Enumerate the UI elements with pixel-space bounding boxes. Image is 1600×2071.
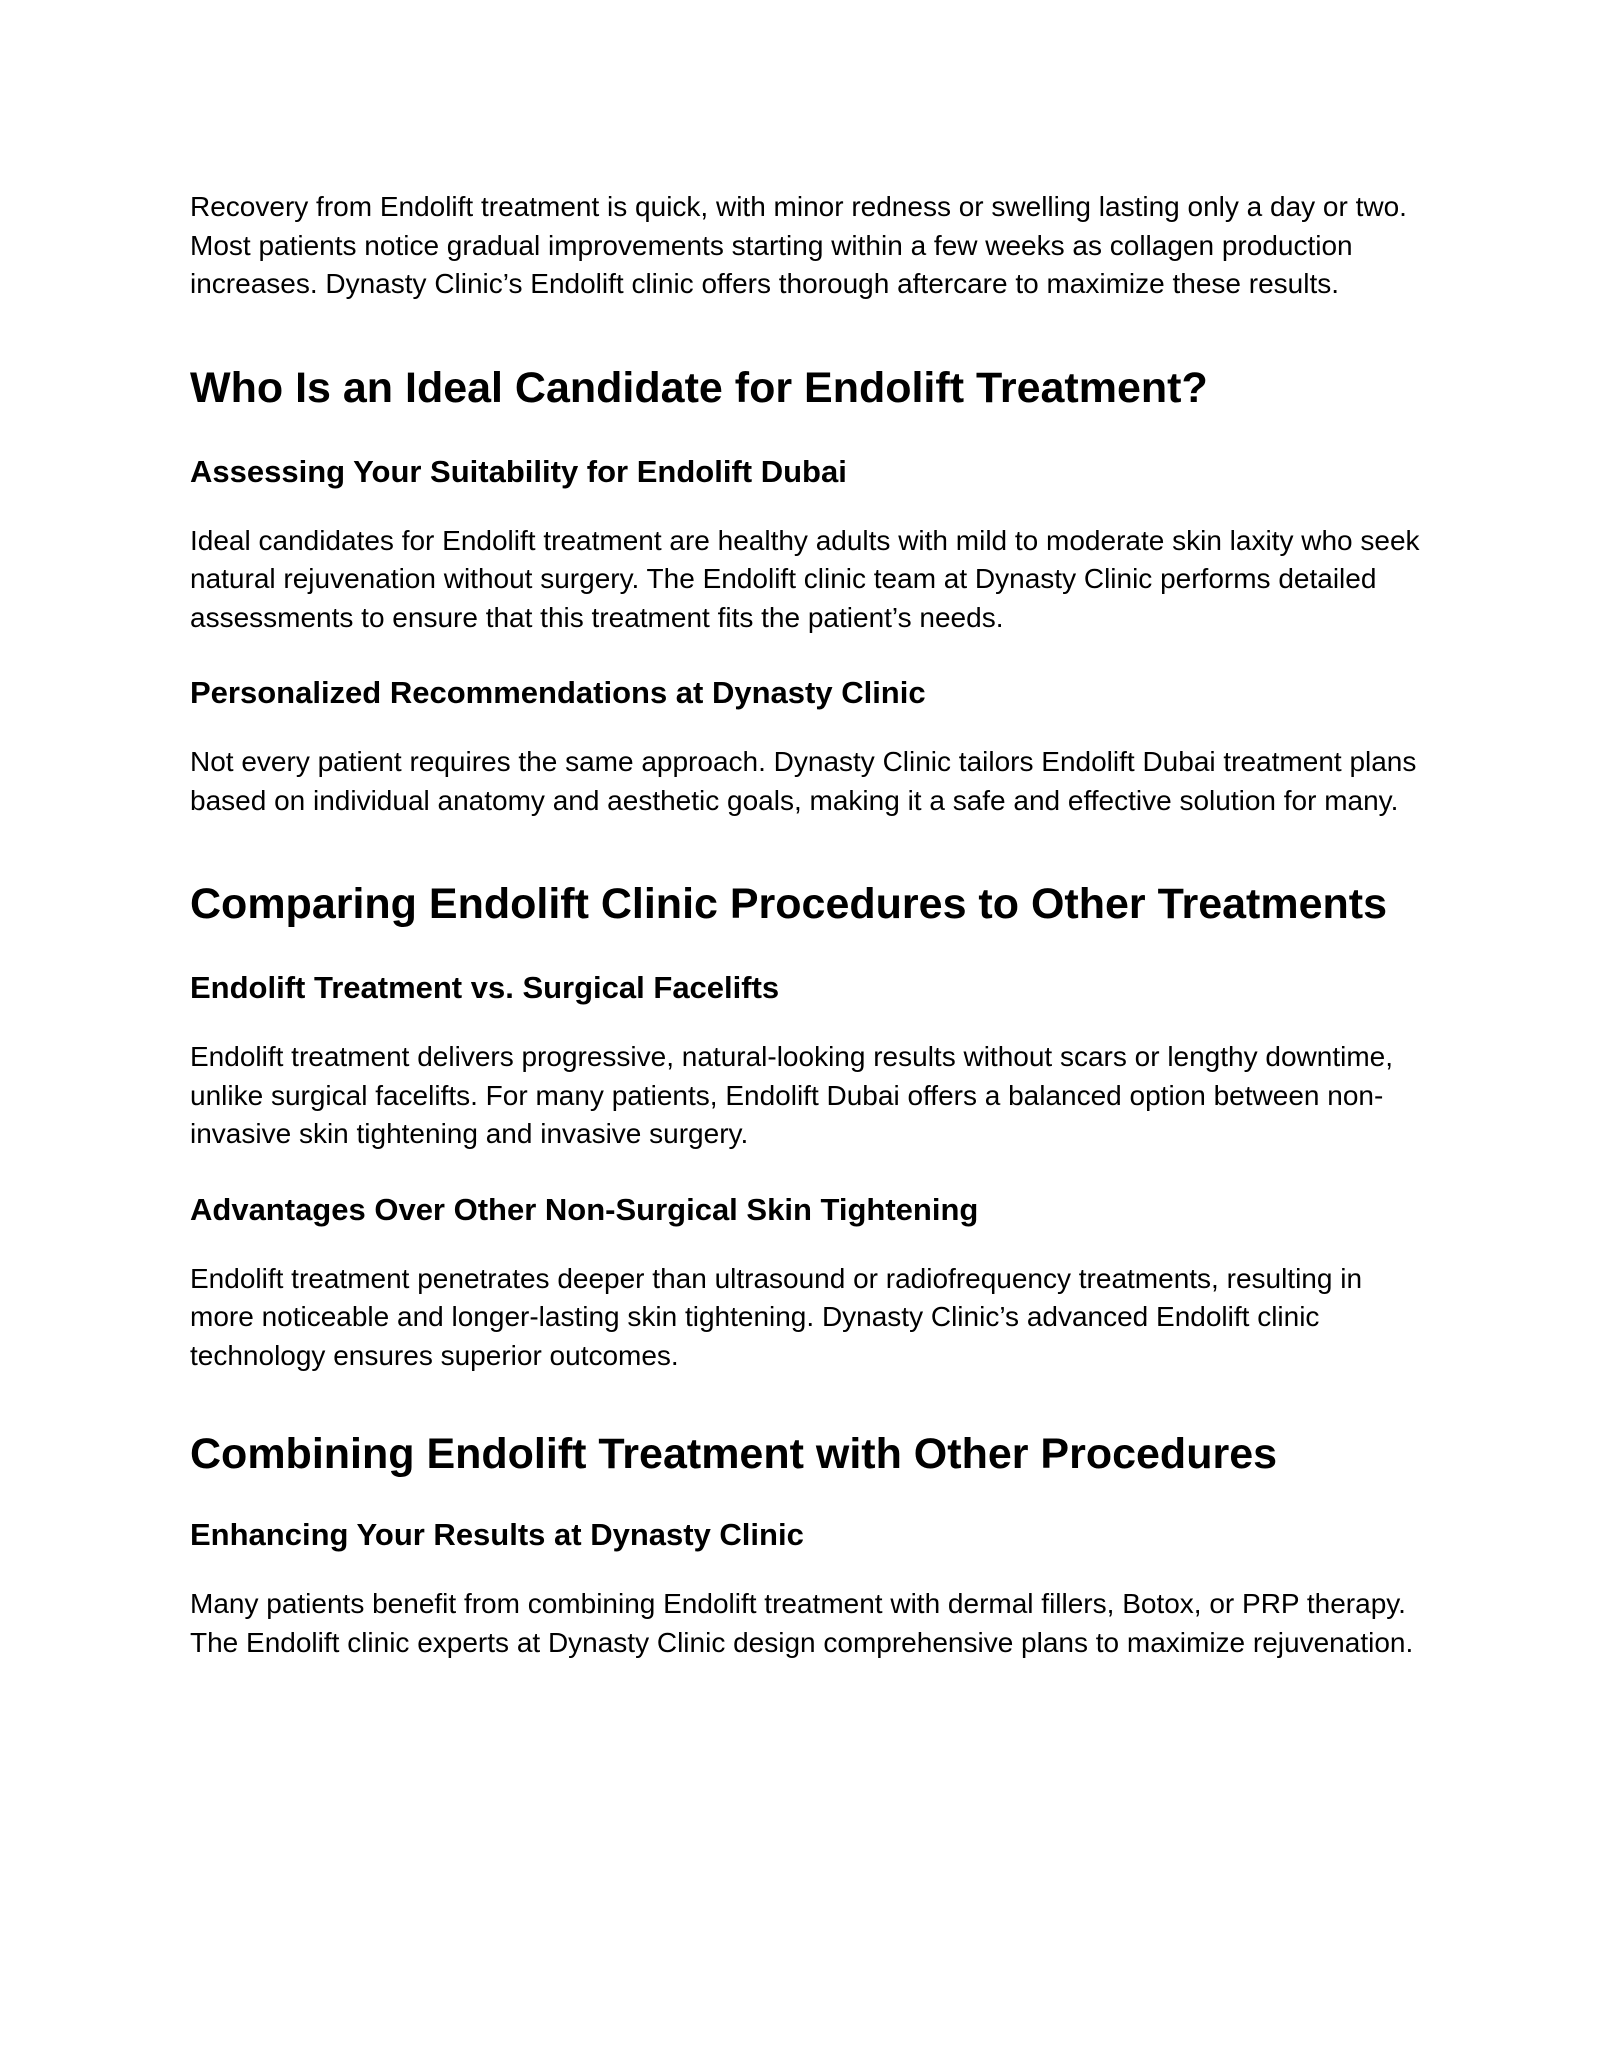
section-heading-comparing-procedures: Comparing Endolift Clinic Procedures to Other Treatments [190, 880, 1388, 928]
paragraph-enhancing-results: Many patients benefit from combining Endolift treatment with dermal fillers, Botox, or PRP therapy. The Endolift clinic experts at Dynasty Clinic design comprehensive plans to maximize rejuvenation. [190, 1588, 1414, 1658]
section-heading-ideal-candidate: Who Is an Ideal Candidate for Endolift Treatment? [190, 363, 1208, 412]
document-page [190, 188, 1430, 1662]
subsection-heading-vs-surgical-facelifts: Endolift Treatment vs. Surgical Facelifts [190, 970, 780, 1005]
paragraph-advantages-non-surgical: Endolift treatment penetrates deeper than ultrasound or radiofrequency treatments, resulting in more noticeable and longer-lasting skin tightening. Dynasty Clinic’s advanced Endolift clinic technology ensures superior outcomes. [190, 1262, 1363, 1371]
section-heading-combining-procedures: Combining Endolift Treatment with Other Procedures [190, 1430, 1278, 1478]
intro-paragraph: Recovery from Endolift treatment is quick, with minor redness or swelling lasting only a day or two. Most patients notice gradual improvements starting within a few weeks as collagen production increases. Dynasty Clinic’s Endolift clinic offers thorough aftercare to maximize these results. [190, 191, 1407, 299]
subsection-heading-advantages-non-surgical: Advantages Over Other Non-Surgical Skin Tightening [190, 1191, 979, 1227]
paragraph-personalized-recommendations: Not every patient requires the same approach. Dynasty Clinic tailors Endolift Dubai treatment plans based on individual anatomy and aesthetic goals, making it a safe and effective solution for many. [190, 746, 1417, 816]
paragraph-vs-surgical-facelifts: Endolift treatment delivers progressive, natural-looking results without scars or lengthy downtime, unlike surgical facelifts. For many patients, Endolift Dubai offers a balanced option between non-invasive skin tightening and invasive surgery. [190, 1041, 1394, 1149]
subsection-heading-assessing-suitability: Assessing Your Suitability for Endolift Dubai [190, 453, 847, 489]
subsection-heading-enhancing-results: Enhancing Your Results at Dynasty Clinic [190, 1517, 804, 1552]
subsection-heading-personalized-recommendations: Personalized Recommendations at Dynasty Clinic [190, 675, 926, 710]
paragraph-assessing-suitability: Ideal candidates for Endolift treatment are healthy adults with mild to moderate skin laxity who seek natural rejuvenation without surgery. The Endolift clinic team at Dynasty Clinic performs detailed assessments to ensure that this treatment fits the patient’s needs. [190, 524, 1420, 633]
